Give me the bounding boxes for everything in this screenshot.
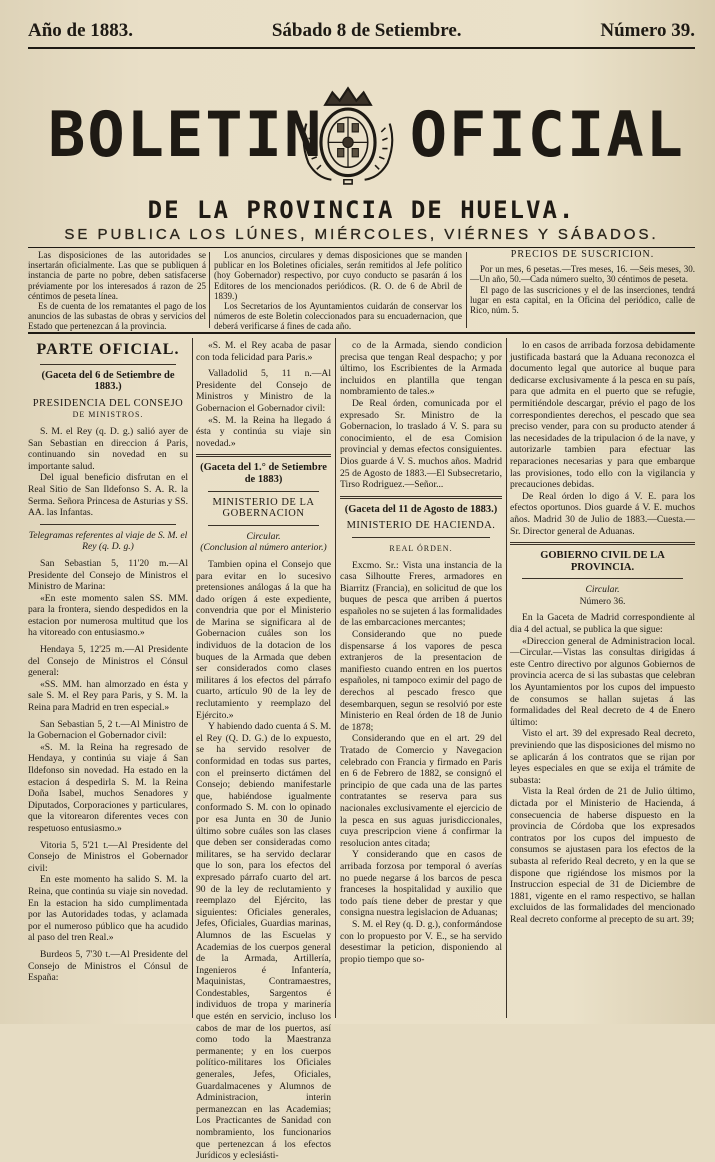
department-heading: MINISTERIO DE LA GOBERNACION	[212, 496, 315, 520]
masthead	[28, 78, 695, 188]
article-paragraph: lo en casos de arribada forzosa debidamente justificada bastará que la Aduana reconozca el documento legal que autorice al buque para dedicarse exclusivamente á la pesca en su país, para que admita en el puerto que se refugie, permitiéndole descargar, prévio el pago de los correspondientes derechos, el pescado que sea preciso vender, para con su producto atender á las necesidades de la tripulacion ó de la nave, y autorizarle tambien para efectuar las reparaciones necesarias y para que embarque las provisiones, todo ello con la vigilancia y precauciones debidas.	[510, 340, 695, 491]
gazette-reference: (Gaceta del 6 de Setiembre de 1883.)	[41, 369, 175, 393]
masthead-word-left: BOLETIN	[48, 98, 324, 171]
notice-insertions	[28, 250, 206, 330]
article-paragraph: San Sebastian 5, 11'20 m.—Al Presidente del Consejo de Ministros el Ministro de Marina:	[28, 557, 188, 593]
divider	[208, 525, 319, 526]
department-heading: GOBIERNO CIVIL DE LA PROVINCIA.	[540, 550, 665, 573]
issue-header	[28, 18, 695, 44]
article-paragraph: De Real órden lo digo á V. E. para los efectos oportunos. Dios guarde á V. E. muchos años. Madrid 30 de Julio de 1883.—Cuesta.—Sr. Director general de Aduanas.	[510, 490, 695, 537]
divider	[522, 578, 683, 579]
header-rule	[28, 47, 695, 49]
article-paragraph: «Direccion general de Administracion local.—Circular.—Vistas las consultas dirigidas á este Centro directivo por algunos Gobiernos de provincia acerca de si las subastas que celebran los Ayuntamientos por los cupos del impuesto de consumos se hallan sujetas á las formalidades del Real decreto de 4 de Enero último:	[510, 635, 695, 728]
article-paragraph: Hendaya 5, 12'25 m.—Al Presidente del Consejo de Ministros el Cónsul general:	[28, 644, 188, 679]
prices-heading: PRECIOS DE SUSCRICION.	[510, 249, 655, 260]
publication-schedule: SE PUBLICA LOS LÚNES, MIÉRCOLES, VIÉRNES Y SÁBADOS.	[64, 226, 659, 243]
article-paragraph: En la Gaceta de Madrid correspondiente al dia 4 del actual, se publica la que sigue:	[510, 612, 695, 636]
issue-date: Sábado 8 de Setiembre.	[271, 20, 462, 41]
article-paragraph: Y habiendo dado cuenta á S. M. el Rey (Q. D. G.) de lo expuesto, se ha servido resolver de conformidad en todas sus partes, con el preinserto dictámen del Consejo; debiendo manifestarle que, habiéndose igualmente conformado S. M. con lo opinado por esa Junta en 30 de Junio último sobre cuáles son las clases que deben ser consideradas como militares, se ha servido declarar que lo son, para los efectos del expresado párrafo cuarto del art. 90 de la ley de reclutamiento y reemplazo del Ejército, las siguientes: Oficiales generales, Jefes, Oficiales, Guardias marinas, Alumnos de las Escuelas y Academias de los cuerpos general de la Armada, Artillería, Ingenieros é Infantería, Maquinistas, Contramaestres, Condestables, Sargentos é individuos de tropa y marinería que estén en servicio, incluso los cabos de mar de los puertos, así como todo la Maestranza permanente; y en los cuerpos político-militares los Oficiales generales, Jefes, Oficiales, Guardalmacenes y Alumnos de Administracion, interin permanezcan en las Academias; Los Practicantes de Sanidad con nombramiento, los funcionarios que pertenezcan á los efectos Jurídicos y eclesiásti-	[196, 721, 331, 1162]
article-paragraph: Considerando que no puede dispensarse á los vapores de pesca extranjeros de la presentacion de manifiesto cuando entren en los puertos españoles, ni tampoco eximir del pago de derechos al pescado fresco que desembarquen, segun se resolvió por este Ministerio en Real órden de 18 de Junio de 1878;	[340, 629, 502, 733]
notice-prices	[470, 250, 695, 330]
notice-top-rule	[28, 247, 695, 248]
article-paragraph: Tambien opina el Consejo que para evitar en lo sucesivo pretensiones análogas á la que ha dado orígen á este expediente, convendria que por el Ministerio de Marina se significara al de Gobernacion cuáles son los individuos de la dotacion de los buques de la Armada que deben ser considerados como clases militares á los efectos del párrafo cuarto, artículo 90 de la ley de reclutamiento y reemplazo del Ejército.»	[196, 558, 331, 721]
royal-order-heading: REAL ÓRDEN.	[389, 543, 453, 553]
article-paragraph: Considerando que en el art. 29 del Tratado de Comercio y Navegacion celebrado con Francia y firmado en Paris en 6 de Febrero de 1882, se consignó el principio de que cada una de las partes contratantes se reserva para sus nacionales exclusivamente el ejercicio de la pesca en sus aguas jurisdiccionales, cuya prescripcion viene á confirmar la resolucion antes citada;	[340, 733, 502, 849]
issue-number: Número 39.	[600, 20, 695, 41]
column-1	[28, 340, 188, 1016]
issue-year: Año de 1883.	[28, 20, 134, 41]
gazette-reference: (Gaceta del 1.° de Setiembre de 1883)	[200, 462, 327, 485]
column-divider	[506, 338, 507, 1018]
article-paragraph: Visto el art. 39 del expresado Real decreto, previniendo que las disposiciones del mismo no se aplicarán á los contratos que se rijan por leyes especiales en que se exija el trámite de subasta:	[510, 728, 695, 786]
divider	[208, 491, 319, 492]
department-subheading: DE MINISTROS.	[72, 410, 144, 420]
divider	[352, 537, 490, 538]
column-divider	[192, 338, 193, 1018]
column-4	[510, 340, 695, 1016]
notice-paragraph: El pago de las suscriciones y el de las inserciones, tendrá lugar en esta capital, en la Oficina del periódico, calle de Rico, núm. 5.	[470, 284, 695, 316]
notice-paragraph: Las disposiciones de las autoridades se insertarán oficialmente. Las que se publiquen á instancia de parte no pobre, deben satisfacerse préviamente por los interesados á razon de 25 céntimos de peseta línea.	[28, 250, 206, 301]
divider	[40, 524, 176, 525]
article-paragraph: Valladolid 5, 11 n.—Al Presidente del Consejo de Ministros y Ministro de la Gobernacion el Gobernador civil:	[196, 368, 331, 414]
circular-heading: Circular.	[246, 530, 281, 542]
department-heading: MINISTERIO DE HACIENDA.	[346, 520, 496, 532]
notice-paragraph: Los Secretarios de los Ayuntamientos cuidarán de conservar los números de este Boletin coleccionados para su encuadernacion, que deberá verificarse á fines de cada año.	[214, 301, 462, 332]
royal-coat-of-arms-icon	[296, 82, 400, 186]
article-paragraph: «SS. MM. han almorzado en ésta y sale S. M. el Rey para Paris, y S. M. la Reina para Madrid en tren especial.»	[28, 678, 188, 714]
notice-paragraph: Por un mes, 6 pesetas.—Tres meses, 16. —Seis meses, 30.—Un año, 50.—Cada número suelto, 30 céntimos de peseta.	[470, 264, 695, 285]
article-paragraph: Y considerando que en casos de arribada forzosa por temporal ó averías no puede negarse á los barcos de pesca franceses la hospitalidad y auxilio que todo país tiene deber de prestar y que consigna nuestra legislacion de Aduanas;	[340, 849, 502, 919]
article-paragraph: San Sebastian 5, 2 t.—Al Ministro de la Gobernacion el Gobernador civil:	[28, 718, 188, 742]
body-top-rule	[28, 332, 695, 334]
divider	[340, 496, 502, 499]
article-paragraph: Burdeos 5, 7'30 t.—Al Presidente del Consejo de Ministros el Cónsul de España:	[28, 948, 188, 984]
article-paragraph: Del igual beneficio disfrutan en el Real Sitio de San Ildefonso S. A. R. la Serma. Señora Princesa de Asturias y SS. AA. las Infantas.	[28, 472, 188, 519]
column-3	[340, 340, 502, 1016]
column-2	[196, 340, 331, 1162]
article-paragraph: En este momento ha salido S. M. la Reina, que continúa su viaje sin novedad. En la estacion ha sido cumplimentada por las Autoridades todas, y aclamada por el numeroso público que ha acudido al paso del tren Real.»	[28, 874, 188, 944]
masthead-word-right: OFICIAL	[409, 98, 685, 171]
article-paragraph: «S. M. la Reina ha llegado á ésta y continúa su viaje sin novedad.»	[196, 414, 331, 449]
notice-divider	[466, 252, 467, 328]
article-paragraph: Excmo. Sr.: Vista una instancia de la casa Silhoutte Freres, armadores en Biarritz (Francia), en solicitud de que los buques de pesca que arriben á puertos españoles no se sujeten á las formalidades de las embarcaciones mercantes;	[340, 559, 502, 629]
article-paragraph: «S. M. la Reina ha regresado de Hendaya, y continúa su viaje á San Ildefonso sin novedad. Ha estado en la estacion á despedirla S. M. la Reina Doña Isabel, muchos Senadores y Diputados, Corporaciones y particulares, que la vitorearon diferentes veces con respetuoso entusiasmo.»	[28, 741, 188, 834]
article-paragraph: De Real órden, comunicada por el expresado Sr. Ministro de la Gobernacion, lo traslado á V. S. para su conocimiento, el de esa Comision provincial y demas efectos consiguientes. Dios guarde á V. S. muchos años. Madrid 25 de Agosto de 1883.—El Subsecretario, Tirso Rodriguez.—Señor...	[340, 397, 502, 491]
article-paragraph: Vitoria 5, 5'21 t.—Al Presidente del Consejo de Ministros el Gobernador civil:	[28, 839, 188, 874]
article-paragraph: S. M. el Rey (q. D. g.), conformándose con lo propuesto por V. E., se ha servido desestimar la peticion, disponiendo al propio tiempo que so-	[340, 918, 502, 965]
continuation-note: (Conclusion al número anterior.)	[200, 542, 327, 554]
notice-remittance	[214, 250, 462, 330]
article-paragraph: Vista la Real órden de 21 de Julio último, dictada por el Ministerio de Hacienda, á consecuencia de haberse dispuesto en la provincia de Córdoba que los expresados contratos por los cupos del impuesto de consumos se ajustasen para los efectos de la subasta al referido Real decreto, y en la que se dispone que rigiéndose los mismos por la Instruccion especial de 31 de Diciembre de 1881, vigente en el ramo respectivo, se hallan excluidos de las formalidades del mencionado Real decreto conforme al precepto de su art. 39;	[510, 786, 695, 925]
telegram-heading: Telegramas referentes al viaje de S. M. el Rey (q. D. g.)	[28, 529, 188, 553]
article-paragraph: «En este momento salen SS. MM. para la frontera, siendo despedidos en la estacion por numerosa multitud que los ha vitoreado con entusiasmo.»	[28, 592, 188, 639]
divider	[196, 454, 331, 457]
article-paragraph: co de la Armada, siendo condicion precisa que tengan Real despacho; y por último, los Escribientes de la Armada incluidos en plantilla que tengan nombramiento de tales.»	[340, 340, 502, 398]
article-paragraph: S. M. el Rey (q. D. g.) salió ayer de San Sebastian en direccion á Paris, continuando sin novedad en su importante salud.	[28, 425, 188, 472]
section-title: PARTE OFICIAL.	[36, 341, 180, 358]
gazette-reference: (Gaceta del 11 de Agosto de 1883.)	[344, 503, 498, 515]
province-subtitle: DE LA PROVINCIA DE HUELVA.	[147, 196, 576, 224]
notice-paragraph: Es de cuenta de los rematantes el pago de los anuncios de las subastas de obras y servicios del Estado que pertenezcan á la provincia.	[28, 301, 206, 332]
department-heading: PRESIDENCIA DEL CONSEJO	[32, 397, 184, 409]
divider	[510, 542, 695, 545]
column-divider	[335, 338, 336, 1018]
notice-divider	[209, 252, 210, 328]
divider	[40, 364, 176, 365]
article-paragraph: «S. M. el Rey acaba de pasar con toda felicidad para Paris.»	[196, 340, 331, 363]
circular-heading: Circular.	[585, 584, 620, 596]
notice-paragraph: Los anuncios, circulares y demas disposiciones que se manden publicar en los Boletines oficiales, serán remitidos al Jefe político (hoy Gobernador) respectivo, por cuyo conducto se pasarán á los Editores de los mencionados periódicos. (R. O. de 6 de Abril de 1839.)	[214, 250, 462, 301]
circular-number: Número 36.	[579, 595, 626, 607]
